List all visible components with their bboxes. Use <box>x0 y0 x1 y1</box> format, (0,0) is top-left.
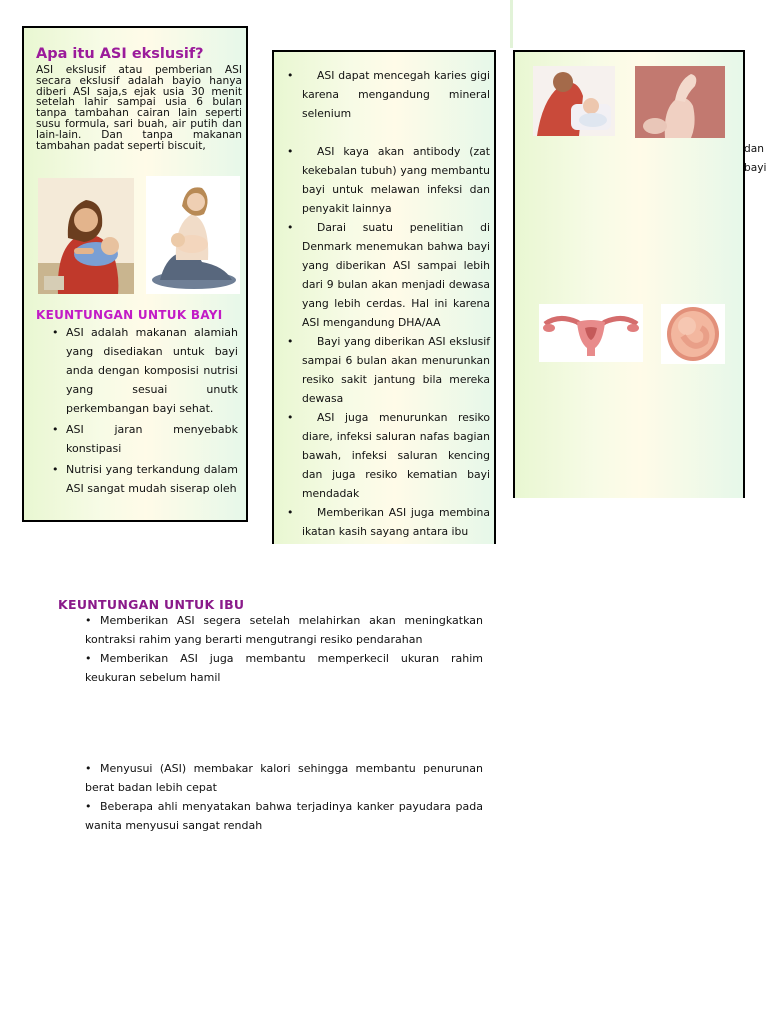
list-item: • ASI juga menurunkan resiko diare, infeksi saluran nafas bagian bawah, infeksi saluran kencing dan juga resiko kematian bayi mendadak <box>302 408 490 503</box>
list-item: • Beberapa ahli menyatakan bahwa terjadinya kanker payudara pada wanita menyusui sangat rendah <box>85 797 483 835</box>
list-item: • ASI kaya akan antibody (zat kekebalan tubuh) yang membantu bayi untuk melawan infeksi dan penyakit lainnya <box>302 142 490 218</box>
overflow-text-fragment: bayi <box>744 162 767 174</box>
list-item: • Memberikan ASI segera setelah melahirkan akan meningkatkan kontraksi rahim yang berarti mengutrangi resiko pendarahan <box>85 611 483 649</box>
overflow-text-fragment: dan <box>744 143 764 155</box>
list-item: • Memberikan ASI juga membina ikatan kasih sayang antara ibu <box>302 503 490 541</box>
section-title-mother-benefits: KEUNTUNGAN UNTUK IBU <box>58 597 245 612</box>
panel-title: Apa itu ASI ekslusif? <box>36 46 204 62</box>
mother-with-baby-photo <box>533 66 615 136</box>
list-item: • Menyusui (ASI) membakar kalori sehingga membantu penurunan berat badan lebih cepat <box>85 759 483 797</box>
list-item: • Nutrisi yang terkandung dalam ASI sangat mudah siserap oleh <box>52 460 238 498</box>
mother-feeding-baby-illustration <box>38 178 134 294</box>
section-title-baby-benefits: KEUNTUNGAN UNTUK BAYI <box>36 308 223 322</box>
newborn-hand-photo <box>635 66 725 138</box>
list-item: • Darai suatu penelitian di Denmark menemukan bahwa bayi yang diberikan ASI sampai lebih dari 9 bulan akan menjadi dewasa yang lebih cerdas. Hal ini karena ASI mengandung DHA/AA <box>302 218 490 332</box>
decorative-divider <box>510 0 513 48</box>
benefits-list-continued <box>302 66 490 541</box>
mother-benefits-list-continued <box>85 759 483 835</box>
baby-benefits-list <box>52 323 238 500</box>
list-item: • Memberikan ASI juga membantu memperkecil ukuran rahim keukuran sebelum hamil <box>85 649 483 687</box>
fetus-in-womb-image <box>661 304 725 364</box>
uterus-diagram <box>539 304 643 362</box>
list-item: • ASI jaran menyebabk konstipasi <box>52 420 238 458</box>
brochure-panel-images <box>513 50 745 498</box>
brochure-panel-intro <box>22 26 248 522</box>
intro-paragraph: ASI ekslusif atau pemberian ASI secara ekslusif adalah bayio hanya diberi ASI saja,s ejak usia 30 menit setelah lahir sampai usia 6 bulan tanpa tambahan cairan lain seperti susu formula, sari buah, air putih dan lain-lain. Dan tanpa makanan tambahan padat seperti biscuit, <box>36 64 242 152</box>
list-item: • ASI adalah makanan alamiah yang disediakan untuk bayi anda dengan komposisi nutrisi yang sesuai unutk perkembangan bayi sehat. <box>52 323 238 418</box>
mother-benefits-list <box>85 611 483 687</box>
list-item: • Bayi yang diberikan ASI ekslusif sampai 6 bulan akan menurunkan resiko sakit jantung bila mereka dewasa <box>302 332 490 408</box>
list-item: • ASI dapat mencegah karies gigi karena mengandung mineral selenium <box>302 66 490 123</box>
breastfeeding-mother-photo <box>146 176 240 294</box>
brochure-panel-benefits <box>272 50 496 544</box>
